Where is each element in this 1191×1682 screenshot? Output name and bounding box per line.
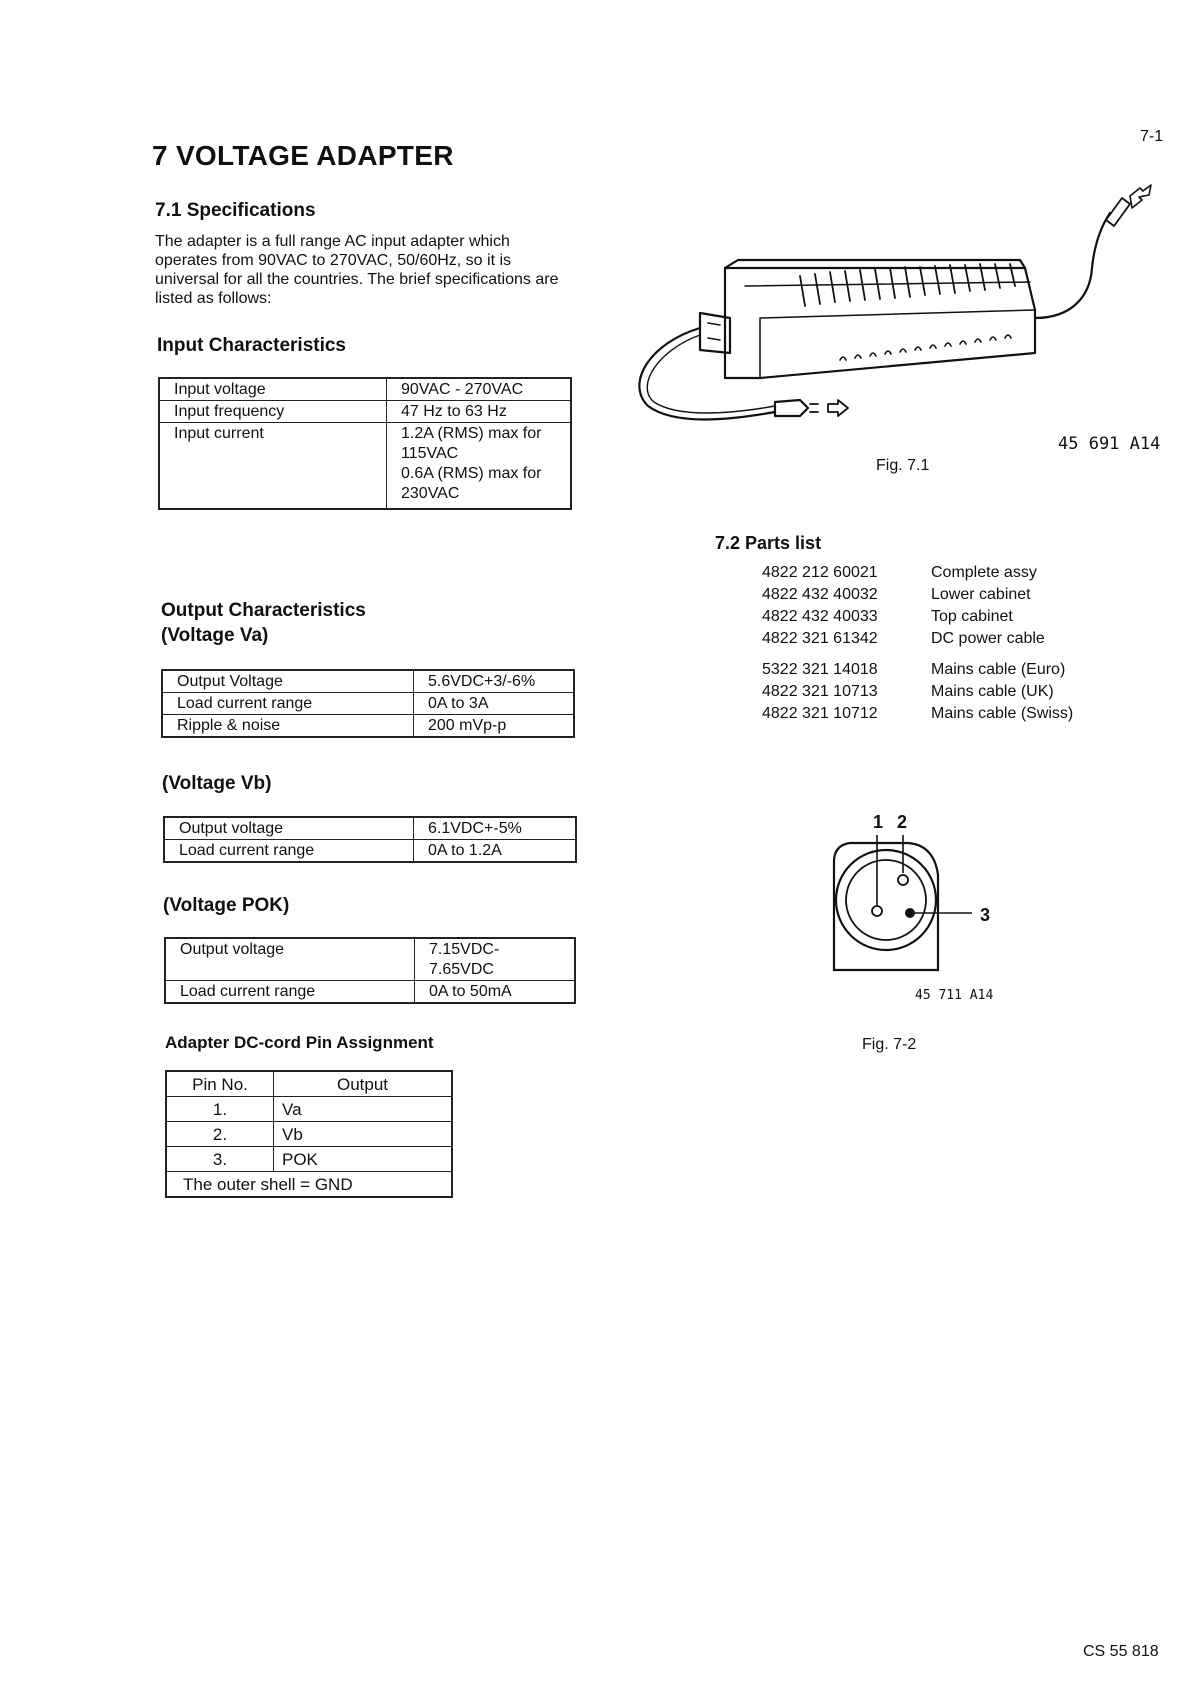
part-description: Mains cable (Euro) xyxy=(931,661,1066,678)
specifications-intro: The adapter is a full range AC input adapter which operates from 90VAC to 270VAC, 50/60Hz, so it is universal for all the countries. The brief specifications are listed as follows: xyxy=(155,233,559,307)
table-row xyxy=(164,840,576,863)
spec-value-line: 230VAC xyxy=(401,485,460,502)
adapter-illustration xyxy=(630,168,1170,448)
spec-label: Input current xyxy=(159,423,387,510)
part-description: DC power cable xyxy=(931,630,1045,647)
figure-1-caption: Fig. 7.1 xyxy=(876,457,930,474)
spec-label: Output voltage xyxy=(164,817,414,840)
plug-arrow-icon xyxy=(828,400,848,416)
input-characteristics-table xyxy=(158,377,572,510)
part-number: 4822 432 40033 xyxy=(762,608,878,625)
spec-label: Load current range xyxy=(162,693,414,715)
pin-number: 2. xyxy=(166,1122,274,1147)
voltage-vb-table xyxy=(163,816,577,863)
pin-1-contact xyxy=(872,906,882,916)
part-number: 4822 321 10712 xyxy=(762,705,878,722)
table-row xyxy=(166,1122,452,1147)
output-heading-line: (Voltage Va) xyxy=(161,625,269,646)
spec-label: Output Voltage xyxy=(162,670,414,693)
part-description: Top cabinet xyxy=(931,608,1013,625)
footer-code: CS 55 818 xyxy=(1083,1643,1159,1660)
table-row xyxy=(165,938,575,981)
spec-value xyxy=(415,938,576,981)
page-title: 7 VOLTAGE ADAPTER xyxy=(152,140,454,171)
table-row xyxy=(166,1071,452,1097)
pin-2-contact xyxy=(898,875,908,885)
connector-inner-ring xyxy=(846,860,926,940)
spec-value: 5.6VDC+3/-6% xyxy=(414,670,575,693)
table-row xyxy=(159,401,571,423)
output-characteristics-heading xyxy=(161,598,366,648)
table-row xyxy=(165,981,575,1004)
list-item xyxy=(762,584,1073,606)
spec-value-line: 1.2A (RMS) max for xyxy=(401,425,542,442)
table-row xyxy=(162,715,574,738)
input-characteristics-heading: Input Characteristics xyxy=(157,335,346,356)
part-number: 4822 321 10713 xyxy=(762,683,878,700)
pin-output: Va xyxy=(274,1097,453,1122)
spec-value: 47 Hz to 63 Hz xyxy=(387,401,572,423)
spec-value: 200 mVp-p xyxy=(414,715,575,738)
table-row xyxy=(159,378,571,401)
spec-label: Output voltage xyxy=(165,938,415,981)
list-item xyxy=(762,659,1073,681)
pin-assignment-table xyxy=(165,1070,453,1198)
spec-value: 0A to 50mA xyxy=(415,981,576,1004)
pin-3-contact xyxy=(905,908,915,918)
spec-value: 90VAC - 270VAC xyxy=(387,378,572,401)
list-item xyxy=(762,703,1073,725)
parts-list-heading: 7.2 Parts list xyxy=(715,533,822,553)
pin-output: POK xyxy=(274,1147,453,1172)
figure-2-code: 45 711 A14 xyxy=(915,988,994,1003)
list-item xyxy=(762,628,1073,650)
part-number: 4822 432 40032 xyxy=(762,586,878,603)
part-number: 4822 321 61342 xyxy=(762,630,878,647)
spec-value-line: 115VAC xyxy=(401,445,459,462)
spec-value: 0A to 1.2A xyxy=(414,840,577,863)
table-row xyxy=(162,670,574,693)
voltage-vb-heading: (Voltage Vb) xyxy=(162,773,272,794)
list-item xyxy=(762,562,1073,584)
table-row xyxy=(166,1147,452,1172)
figure-1-code: 45 691 A14 xyxy=(1058,434,1161,454)
pin-number: 3. xyxy=(166,1147,274,1172)
pin-label-1: 1 xyxy=(873,815,884,832)
pin-output: Vb xyxy=(274,1122,453,1147)
page-number: 7-1 xyxy=(1140,128,1164,145)
spec-value-line: 7.15VDC- xyxy=(429,941,500,958)
voltage-va-table xyxy=(161,669,575,738)
output-heading-line: Output Characteristics xyxy=(161,600,366,621)
spec-value-line: 0.6A (RMS) max for xyxy=(401,465,542,482)
part-number: 5322 321 14018 xyxy=(762,661,878,678)
output-header: Output xyxy=(274,1071,453,1097)
list-item xyxy=(762,606,1073,628)
spec-value-line: 7.65VDC xyxy=(429,961,494,978)
spec-label: Load current range xyxy=(164,840,414,863)
spec-label: Input frequency xyxy=(159,401,387,423)
pin-header: Pin No. xyxy=(166,1071,274,1097)
spec-label: Input voltage xyxy=(159,378,387,401)
connector-diagram xyxy=(830,815,1010,985)
dc-cable xyxy=(1035,213,1110,318)
spec-value: 6.1VDC+-5% xyxy=(414,817,577,840)
part-number: 4822 212 60021 xyxy=(762,564,878,581)
parts-list xyxy=(762,562,1073,725)
part-description: Lower cabinet xyxy=(931,586,1031,603)
table-row xyxy=(166,1172,452,1198)
part-description: Mains cable (Swiss) xyxy=(931,705,1074,722)
part-description: Mains cable (UK) xyxy=(931,683,1054,700)
pin-label-3: 3 xyxy=(980,905,991,925)
voltage-pok-table xyxy=(164,937,576,1004)
pin-number: 1. xyxy=(166,1097,274,1122)
figure-2-caption: Fig. 7-2 xyxy=(862,1036,917,1053)
connector-outer-ring xyxy=(836,850,936,950)
pin-assignment-heading: Adapter DC-cord Pin Assignment xyxy=(165,1033,434,1052)
table-row xyxy=(159,423,571,510)
table-row xyxy=(162,693,574,715)
mains-plug xyxy=(775,400,808,416)
part-description: Complete assy xyxy=(931,564,1037,581)
specifications-heading: 7.1 Specifications xyxy=(155,200,316,221)
spec-label: Ripple & noise xyxy=(162,715,414,738)
dc-arrow-icon xyxy=(1130,185,1151,208)
table-row xyxy=(166,1097,452,1122)
spec-value: 0A to 3A xyxy=(414,693,575,715)
spec-value xyxy=(387,423,572,510)
spec-label: Load current range xyxy=(165,981,415,1004)
table-row xyxy=(164,817,576,840)
voltage-pok-heading: (Voltage POK) xyxy=(163,895,290,916)
pin-label-2: 2 xyxy=(897,815,908,832)
pin-footer: The outer shell = GND xyxy=(166,1172,452,1198)
list-item xyxy=(762,681,1073,703)
